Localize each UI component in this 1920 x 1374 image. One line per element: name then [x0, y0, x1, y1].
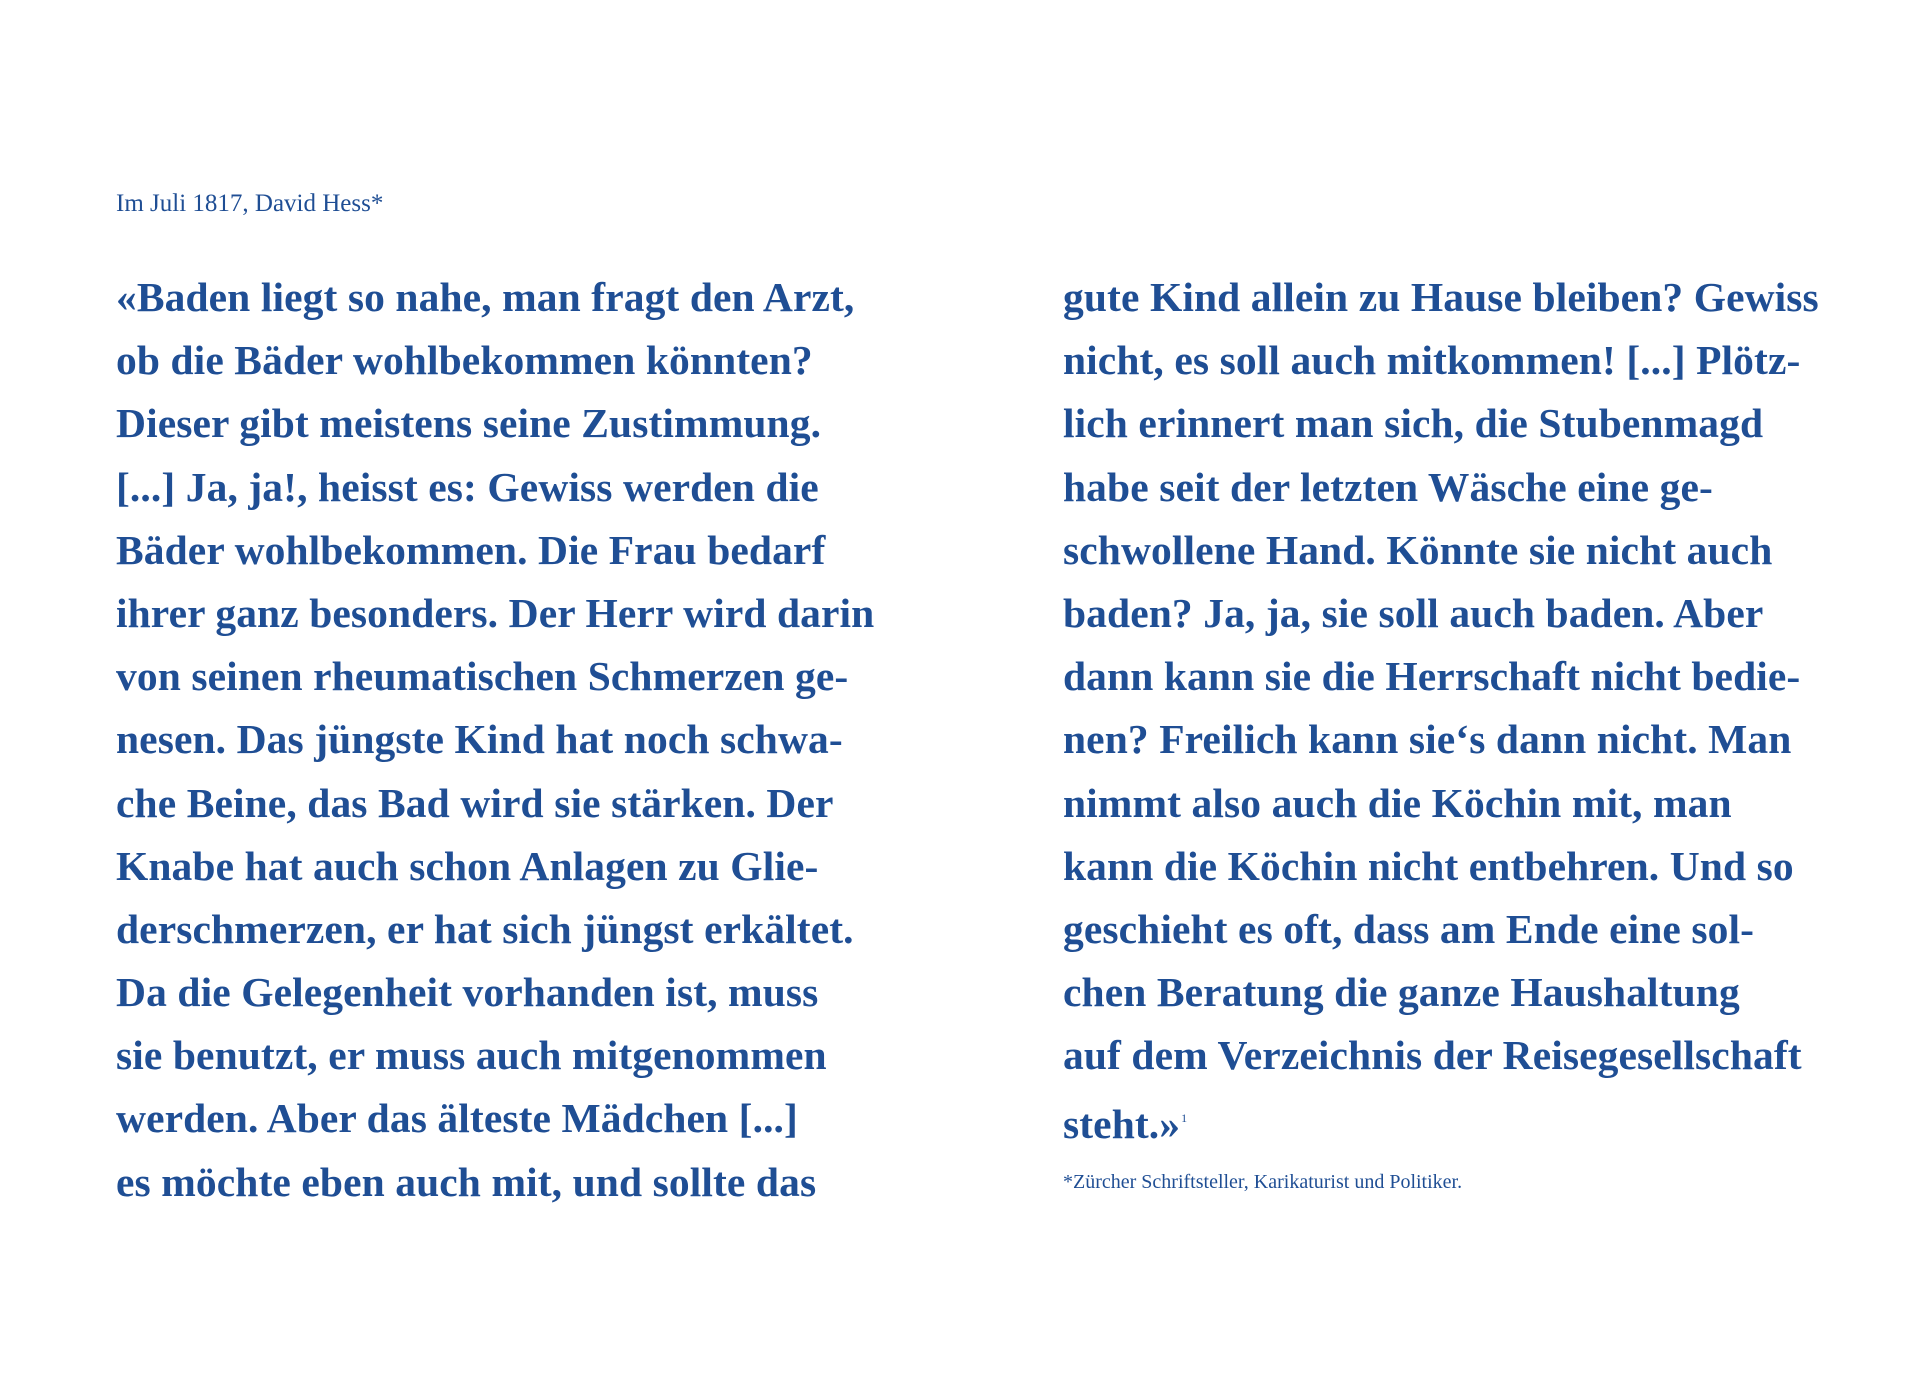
- quote-line: baden? Ja, ja, sie soll auch baden. Aber: [1063, 589, 1764, 636]
- quote-line: ihrer ganz besonders. Der Herr wird darin: [116, 589, 875, 636]
- quote-line: nimmt also auch die Köchin mit, man: [1063, 779, 1732, 826]
- quote-line: kann die Köchin nicht entbehren. Und so: [1063, 842, 1794, 889]
- quote-column-left: [116, 266, 874, 1214]
- quote-final-text: steht.»: [1063, 1101, 1181, 1148]
- quote-line: nicht, es soll auch mitkommen! [...] Plötz-: [1063, 337, 1801, 384]
- quote-attribution: Im Juli 1817, David Hess*: [116, 190, 384, 217]
- quote-line: geschieht es oft, dass am Ende eine sol-: [1063, 905, 1755, 952]
- quote-line: es möchte eben auch mit, und sollte das: [116, 1158, 817, 1205]
- quote-line: [...] Ja, ja!, heisst es: Gewiss werden die: [116, 463, 819, 510]
- quote-line: ob die Bäder wohlbekommen könnten?: [116, 337, 813, 384]
- quote-line: auf dem Verzeichnis der Reisegesellschaft: [1063, 1032, 1802, 1079]
- quote-line: lich erinnert man sich, die Stubenmagd: [1063, 400, 1764, 447]
- quote-column-right: [1063, 266, 1819, 1151]
- footnote-reference: 1: [1181, 1111, 1188, 1126]
- quote-line: Dieser gibt meistens seine Zustimmung.: [116, 400, 822, 447]
- quote-line-last: [1063, 1087, 1819, 1150]
- quote-line: Da die Gelegenheit vorhanden ist, muss: [116, 969, 819, 1016]
- quote-line: Bäder wohlbekommen. Die Frau bedarf: [116, 526, 826, 573]
- quote-line: schwollene Hand. Könnte sie nicht auch: [1063, 526, 1773, 573]
- quote-line: che Beine, das Bad wird sie stärken. Der: [116, 779, 834, 826]
- quote-line: sie benutzt, er muss auch mitgenommen: [116, 1032, 827, 1079]
- footnote: *Zürcher Schriftsteller, Karikaturist und Politiker.: [1063, 1171, 1463, 1193]
- quote-line: von seinen rheumatischen Schmerzen ge-: [116, 653, 849, 700]
- quote-line: habe seit der letzten Wäsche eine ge-: [1063, 463, 1713, 510]
- quote-line: derschmerzen, er hat sich jüngst erkältet.: [116, 905, 854, 952]
- quote-line: dann kann sie die Herrschaft nicht bedie-: [1063, 653, 1801, 700]
- quote-line: werden. Aber das älteste Mädchen [...]: [116, 1095, 798, 1142]
- quote-line: nen? Freilich kann sie‘s dann nicht. Man: [1063, 716, 1792, 763]
- quote-line: chen Beratung die ganze Haushaltung: [1063, 969, 1740, 1016]
- quote-line: «Baden liegt so nahe, man fragt den Arzt,: [116, 274, 855, 320]
- quote-line: Knabe hat auch schon Anlagen zu Glie-: [116, 842, 819, 889]
- quote-line: gute Kind allein zu Hause bleiben? Gewiss: [1063, 274, 1819, 320]
- quote-line: nesen. Das jüngste Kind hat noch schwa-: [116, 716, 843, 763]
